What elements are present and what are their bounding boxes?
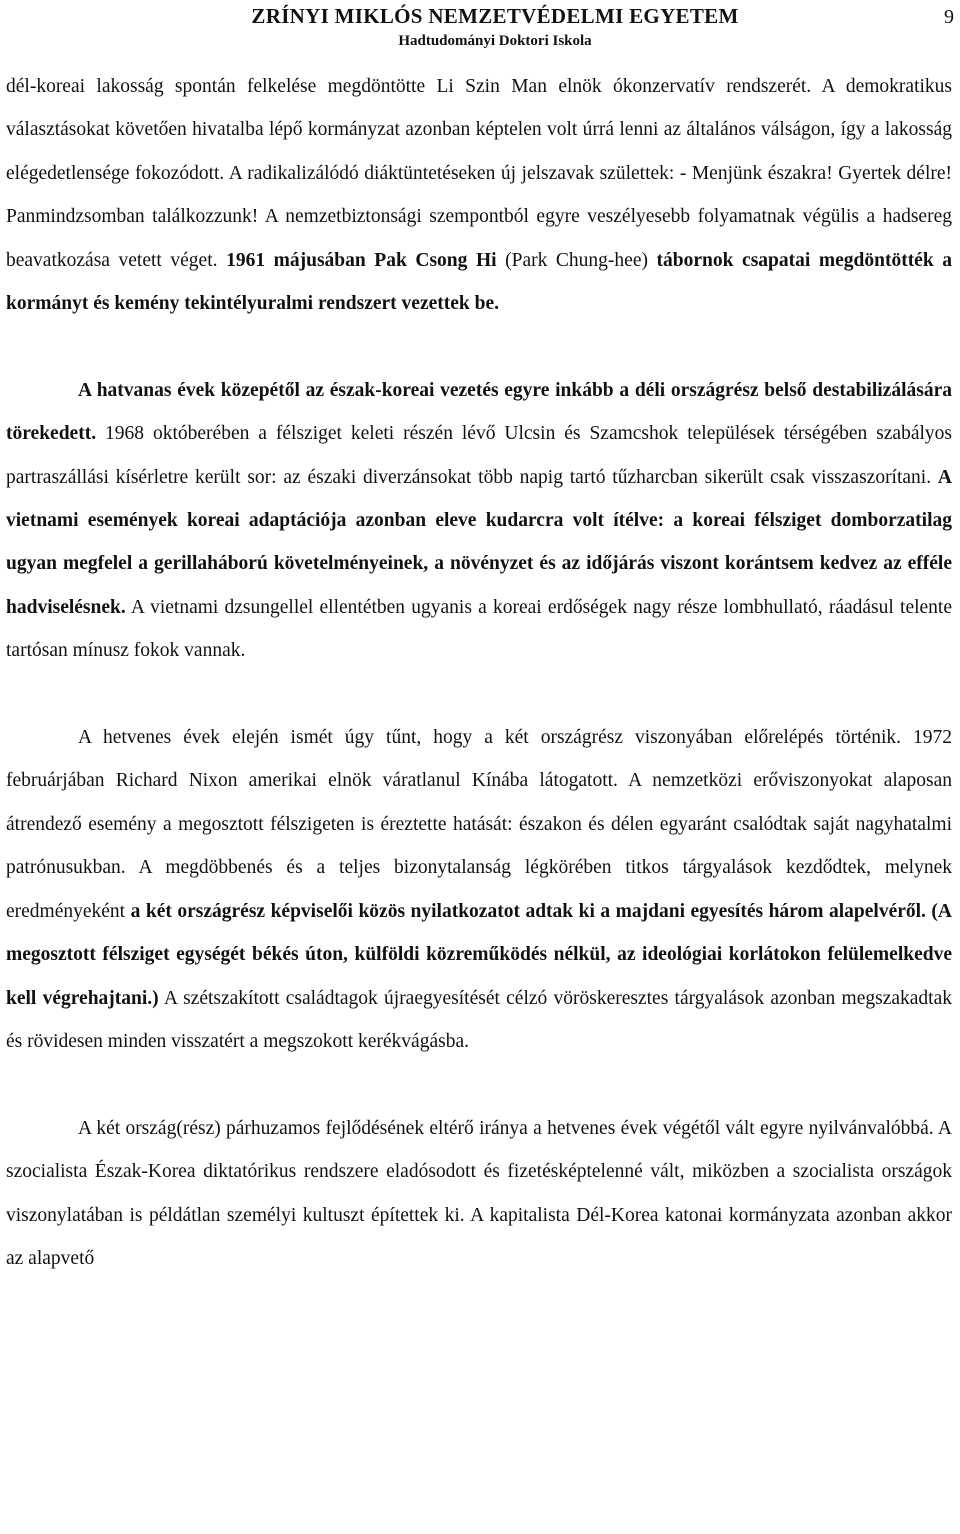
- bold-text-run: a két országrész képviselői közös nyilatkozatot adtak ki a majdani egyesítés három alapelvéről. (A megosztott félsziget egységét békés úton, külföldi közreműködés nélkül, az ideológiai korlátokon felülemelkedve kell végrehajtani.): [6, 900, 953, 1009]
- bold-text-run: 1961 májusában Pak Csong Hi: [226, 249, 497, 271]
- bold-text-run: A hatvanas évek közepétől az észak-koreai vezetés egyre inkább a déli országrész belső destabilizálására törekedett.: [6, 379, 952, 445]
- paragraph-3: [6, 716, 952, 1063]
- university-name: ZRÍNYI MIKLÓS NEMZETVÉDELMI EGYETEM: [251, 4, 739, 28]
- document-body: [6, 65, 952, 1280]
- paragraph-4: [6, 1107, 952, 1281]
- text-run: A szétszakított családtagok újraegyesítését célzó vöröskeresztes tárgyalások azonban megszakadtak és rövidesen minden visszatért a megszokott kerékvágásba.: [6, 987, 952, 1052]
- bold-text-run: A vietnami események koreai adaptációja azonban eleve kudarcra volt ítélve: a koreai félsziget domborzatilag ugyan megfelel a gerillaháború követelményeinek, a növényzet és az időjárás viszont korántsem kedvez az efféle hadviselésnek.: [6, 466, 952, 618]
- text-run: 1968 októberében a félsziget keleti részén lévő Ulcsin és Szamcshok települések térségében szabályos partraszállási kísérletre került sor: az északi diverzánsokat több napig tartó tűzharcban sikerült csak visszaszorítani.: [6, 423, 952, 488]
- page-number: 9: [944, 6, 954, 28]
- paragraph-1: [6, 65, 952, 325]
- text-run: dél-koreai lakosság spontán felkelése megdöntötte Li Szin Man elnök ókonzervatív rendszerét. A demokratikus választásokat követően hivatalba lépő kormányzat azonban képtelen volt úrrá lenni az általános válságon, így a lakosság elégedetlensége fokozódott. A radikalizálódó diáktüntetéseken új jelszavak születtek: - Menjünk északra! Gyertek délre! Panmindzsomban találkozzunk! A nemzetbiztonsági szempontból egyre veszélyesebb folyamatnak végülis a hadsereg beavatkozása vetett véget.: [6, 76, 952, 271]
- text-run: A hetvenes évek elején ismét úgy tűnt, hogy a két országrész viszonyában előrelépés történik. 1972 februárjában Richard Nixon amerikai elnök váratlanul Kínába látogatott. A nemzetközi erőviszonyokat alaposan átrendező esemény a megosztott félszigeten is éreztette hatását: északon és délen egyaránt csalódtak saját nagyhatalmi patrónusukban. A megdöbbenés és a teljes bizonytalanság légkörében titkos tárgyalások kezdődtek, melynek eredményeként: [6, 727, 952, 922]
- page-header: [0, 4, 960, 56]
- paragraph-2: [6, 369, 952, 673]
- text-run: (Park Chung-hee): [496, 249, 657, 271]
- bold-text-run: tábornok csapatai megdöntötték a kormányt és kemény tekintélyuralmi rendszert vezettek be.: [6, 249, 952, 315]
- school-name: Hadtudományi Doktori Iskola: [398, 33, 592, 49]
- text-run: A két ország(rész) párhuzamos fejlődésének eltérő iránya a hetvenes évek végétől vált egyre nyilvánvalóbbá. A szocialista Észak-Korea diktatórikus rendszere eladósodott és fizetésképtelenné vált, miközben a szocialista országok viszonylatában is példátlan személyi kultuszt építettek ki. A kapitalista Dél-Korea katonai kormányzata azonban akkor az alapvető: [6, 1117, 952, 1269]
- text-run: A vietnami dzsungellel ellentétben ugyanis a koreai erdőségek nagy része lombhullató, ráadásul telente tartósan mínusz fokok vannak.: [6, 596, 952, 662]
